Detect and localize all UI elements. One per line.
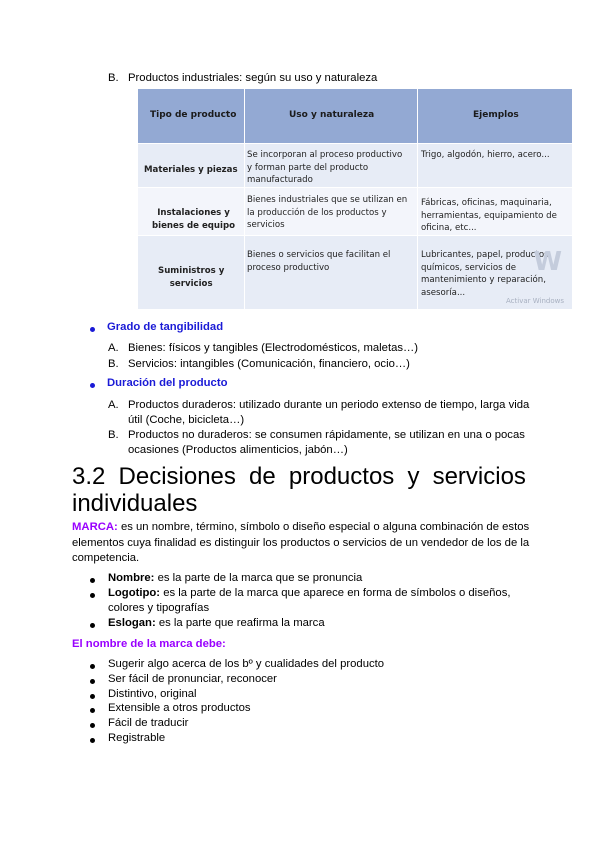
bullet-icon — [90, 664, 95, 669]
table-cell: Lubricantes, papel, productos químicos, servicios de mantenimiento y reparación, asesoría... — [421, 250, 549, 298]
marca-paragraph-line: competencia. — [72, 552, 140, 564]
bullet-icon — [90, 738, 95, 743]
list-item: Sugerir algo acerca de los bº y cualidades del producto — [108, 658, 385, 670]
bullet-icon — [90, 578, 95, 583]
table-header-use: Uso y naturaleza — [289, 110, 375, 120]
bullet-icon — [90, 623, 95, 628]
bullet-icon — [90, 327, 95, 332]
list-item: Bienes: físicos y tangibles (Electrodomésticos, maletas…) — [128, 342, 419, 354]
marca-paragraph: MARCA: es un nombre, término, símbolo o diseño especial o alguna combinación de estos — [72, 521, 530, 533]
bullet-icon — [90, 593, 95, 598]
marca-paragraph-line: elementos cuya finalidad es distinguir los productos o servicios de un vendedor de los de la — [72, 537, 530, 549]
marca-label: MARCA: — [72, 521, 118, 533]
watermark-logo: W — [533, 247, 560, 277]
bullet-icon — [90, 679, 95, 684]
table-header-examples: Ejemplos — [473, 110, 519, 120]
bullet-icon — [90, 708, 95, 713]
table-cell: Se incorporan al proceso productivo y forman parte del producto manufacturado — [247, 150, 403, 185]
table-cell: Trigo, algodón, hierro, acero... — [421, 150, 550, 160]
list-item-continued: útil (Coche, bicicleta…) — [128, 414, 245, 426]
list-item: Extensible a otros productos — [108, 702, 251, 714]
list-item: Fácil de traducir — [108, 717, 189, 729]
list-item: Productos no duraderos: se consumen rápidamente, se utilizan en una o pocas — [128, 429, 525, 441]
list-item: Productos duraderos: utilizado durante un periodo extenso de tiempo, larga vida — [128, 399, 530, 411]
list-marker: A. — [108, 342, 119, 354]
list-marker: A. — [108, 399, 119, 411]
table-cell: Bienes o servicios que facilitan el proceso productivo — [247, 250, 391, 273]
list-item-continued: colores y tipografías — [108, 602, 210, 614]
bullet-icon — [90, 694, 95, 699]
list-marker: B. — [108, 72, 119, 84]
section-title-line2: individuales — [72, 490, 198, 517]
table-cell: Bienes industriales que se utilizan en la producción de los productos y servicios — [247, 195, 408, 230]
table-header-type: Tipo de producto — [150, 110, 237, 120]
list-item: Registrable — [108, 732, 166, 744]
bullet-icon — [90, 383, 95, 388]
list-marker: B. — [108, 429, 119, 441]
list-item-continued: ocasiones (Productos alimenticios, jabón…) — [128, 444, 348, 456]
section-title: 3.2 Decisiones de productos y servicios — [72, 463, 526, 490]
product-table — [138, 89, 572, 309]
table-cell: Instalaciones y bienes de equipo — [152, 208, 236, 231]
table-cell: Fábricas, oficinas, maquinaria, herramientas, equipamiento de oficina, etc... — [421, 198, 557, 233]
list-item: Nombre: es la parte de la marca que se pronuncia — [108, 572, 363, 584]
bullet-icon — [90, 723, 95, 728]
table-cell: Suministros y servicios — [158, 266, 225, 289]
product-b-text: Productos industriales: según su uso y naturaleza — [128, 72, 378, 84]
list-item: Distintivo, original — [108, 688, 197, 700]
table-cell: Materiales y piezas — [144, 165, 238, 175]
list-marker: B. — [108, 358, 119, 370]
list-item: Servicios: intangibles (Comunicación, financiero, ocio…) — [128, 358, 410, 370]
list-item: Eslogan: es la parte que reafirma la marca — [108, 617, 325, 629]
brand-name-heading: El nombre de la marca debe: — [72, 638, 226, 650]
tangibility-heading: Grado de tangibilidad — [107, 321, 224, 333]
duration-heading: Duración del producto — [107, 377, 228, 389]
activate-windows-watermark: Activar Windows — [506, 297, 564, 305]
list-item: Logotipo: es la parte de la marca que aparece en forma de símbolos o diseños, — [108, 587, 511, 599]
list-item: Ser fácil de pronunciar, reconocer — [108, 673, 277, 685]
